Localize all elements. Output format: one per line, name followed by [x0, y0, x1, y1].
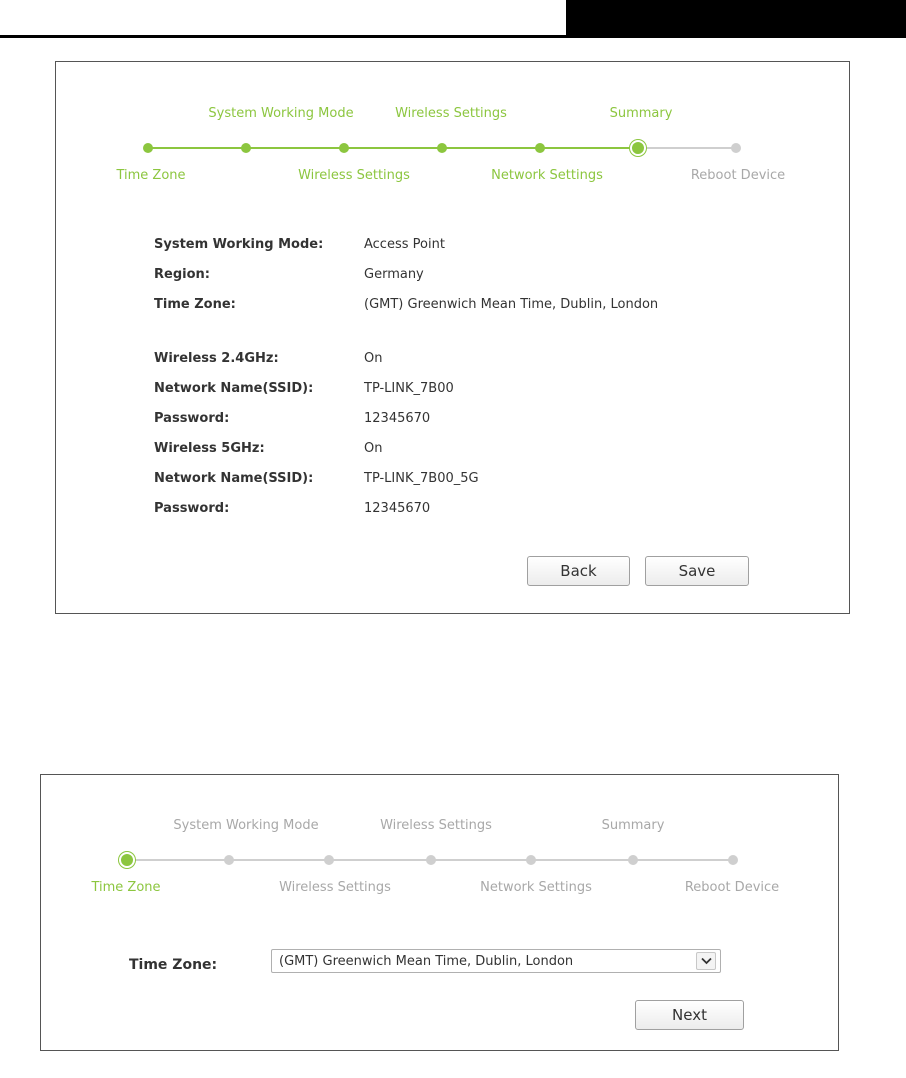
row-label: Wireless 2.4GHz:: [154, 351, 279, 366]
step-dot-network-settings: [535, 143, 545, 153]
step-label-system-working-mode: System Working Mode: [173, 818, 319, 833]
time-zone-panel: [40, 774, 839, 1051]
step-segment: [638, 147, 736, 149]
next-button[interactable]: Next: [635, 1000, 744, 1030]
save-button[interactable]: Save: [645, 556, 749, 586]
progress-stepper: [56, 62, 849, 202]
row-label: System Working Mode:: [154, 237, 324, 252]
step-segment: [127, 859, 229, 861]
step-label-network-settings: Network Settings: [491, 168, 603, 183]
time-zone-label: Time Zone:: [129, 957, 218, 973]
step-label-time-zone: Time Zone: [91, 880, 161, 895]
back-button[interactable]: Back: [527, 556, 630, 586]
time-zone-select[interactable]: [271, 949, 721, 973]
step-segment: [431, 859, 531, 861]
step-dot-wireless-settings: [324, 855, 334, 865]
chevron-down-icon: [701, 957, 712, 965]
step-segment: [442, 147, 540, 149]
step-segment: [531, 859, 633, 861]
step-dot-summary: [628, 855, 638, 865]
step-segment: [246, 147, 344, 149]
row-value: Access Point: [364, 237, 445, 252]
step-dot-wireless-settings: [339, 143, 349, 153]
step-label-wireless-settings: Wireless Settings: [395, 106, 507, 121]
step-label-reboot-device: Reboot Device: [690, 168, 786, 183]
step-label-summary: Summary: [601, 818, 665, 833]
row-value: 12345670: [364, 501, 431, 516]
step-dot-reboot-device: [731, 143, 741, 153]
step-dot-wireless-settings-2: [426, 855, 436, 865]
row-value: On: [364, 441, 383, 456]
step-segment: [229, 859, 329, 861]
step-dot-reboot-device: [728, 855, 738, 865]
step-label-network-settings: Network Settings: [480, 880, 592, 895]
step-segment: [329, 859, 431, 861]
step-dot-network-settings: [526, 855, 536, 865]
step-dot-time-zone: [143, 143, 153, 153]
row-label: Network Name(SSID):: [154, 381, 314, 396]
step-segment: [344, 147, 442, 149]
step-segment: [540, 147, 638, 149]
row-label: Wireless 5GHz:: [154, 441, 265, 456]
summary-panel: [55, 61, 850, 614]
step-segment: [148, 147, 246, 149]
time-zone-selected-value: (GMT) Greenwich Mean Time, Dublin, London: [279, 954, 574, 969]
row-label: Password:: [154, 501, 230, 516]
row-value: 12345670: [364, 411, 431, 426]
row-value: TP-LINK_7B00_5G: [364, 471, 479, 486]
header-block: [566, 0, 906, 38]
row-label: Network Name(SSID):: [154, 471, 314, 486]
step-label-reboot-device: Reboot Device: [684, 880, 780, 895]
step-dot-system-working-mode: [241, 143, 251, 153]
step-dot-wireless-settings-2: [437, 143, 447, 153]
row-label: Password:: [154, 411, 230, 426]
row-value: TP-LINK_7B00: [364, 381, 454, 396]
step-label-wireless-settings-2: Wireless Settings: [298, 168, 410, 183]
step-segment: [633, 859, 733, 861]
step-dot-system-working-mode: [224, 855, 234, 865]
step-label-wireless-settings-2: Wireless Settings: [279, 880, 391, 895]
step-label-system-working-mode: System Working Mode: [208, 106, 354, 121]
row-value: Germany: [364, 267, 424, 282]
dropdown-arrow[interactable]: [696, 952, 716, 970]
step-label-time-zone: Time Zone: [116, 168, 186, 183]
step-label-summary: Summary: [609, 106, 673, 121]
step-dot-summary-current: [632, 142, 644, 154]
row-value: (GMT) Greenwich Mean Time, Dublin, London: [364, 297, 659, 312]
progress-stepper: [41, 775, 838, 915]
row-value: On: [364, 351, 383, 366]
row-label: Time Zone:: [154, 297, 236, 312]
row-label: Region:: [154, 267, 210, 282]
step-label-wireless-settings: Wireless Settings: [380, 818, 492, 833]
step-dot-time-zone-current: [121, 854, 133, 866]
